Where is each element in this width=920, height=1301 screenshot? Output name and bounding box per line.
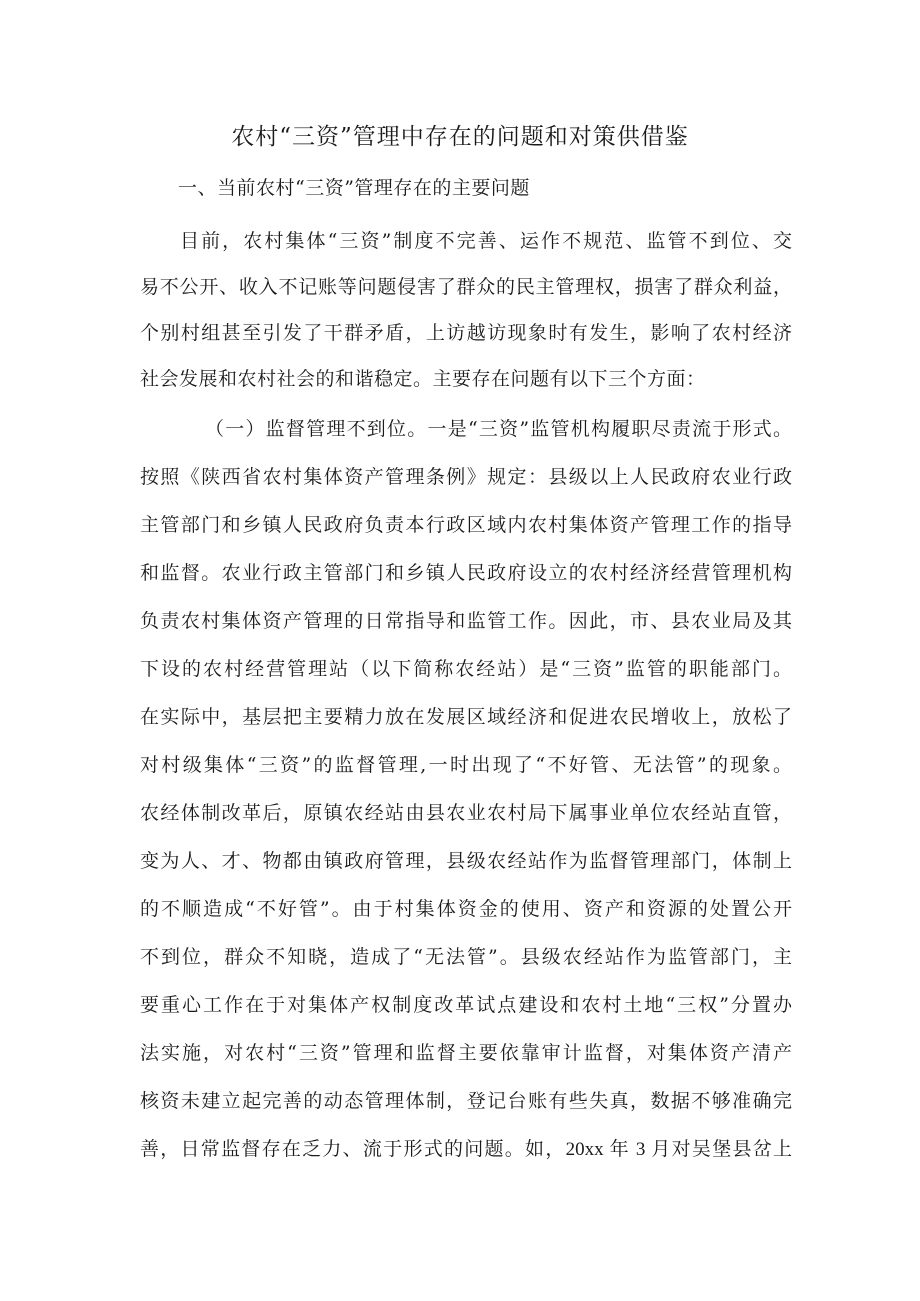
- paragraph-2-line: 不到位，群众不知晓，造成了“无法管”。县级农经站作为监管部门，主: [140, 946, 792, 968]
- paragraph-2-line: 变为人、才、物都由镇政府管理，县级农经站作为监督管理部门，体制上: [140, 850, 792, 872]
- paragraph-2-line: 对村级集体“三资”的监督管理,一时出现了“不好管、无法管”的现象。: [140, 754, 792, 776]
- paragraph-2-line: 农经体制改革后，原镇农经站由县农业农村局下属事业单位农经站直管，: [140, 802, 792, 824]
- paragraph-2-line: 法实施，对农村“三资”管理和监督主要依靠审计监督，对集体资产清产: [140, 1042, 792, 1064]
- paragraph-2-line: 在实际中，基层把主要精力放在发展区域经济和促进农民增收上，放松了: [140, 706, 792, 728]
- paragraph-2-line: 要重心工作在于对集体产权制度改革试点建设和农村土地“三权”分置办: [140, 994, 792, 1016]
- paragraph-2-line: 主管部门和乡镇人民政府负责本行政区域内农村集体资产管理工作的指导: [140, 514, 792, 536]
- paragraph-1-line: 社会发展和农村社会的和谐稳定。主要存在问题有以下三个方面：: [140, 368, 706, 390]
- document-title: 农村“三资”管理中存在的问题和对策供借鉴: [231, 124, 689, 150]
- paragraph-2-line: 按照《陕西省农村集体资产管理条例》规定：县级以上人民政府农业行政: [140, 466, 792, 488]
- paragraph-1-line: 目前，农村集体“三资”制度不完善、运作不规范、监管不到位、交: [180, 230, 792, 252]
- paragraph-2-line: 善，日常监督存在乏力、流于形式的问题。如，20xx 年 3 月对吴堡县岔上: [140, 1139, 792, 1160]
- paragraph-2-line: 负责农村集体资产管理的日常指导和监管工作。因此，市、县农业局及其: [140, 610, 792, 632]
- section-heading: 一、当前农村“三资”管理存在的主要问题: [178, 177, 530, 199]
- paragraph-2-line: （一）监督管理不到位。一是“三资”监管机构履职尽责流于形式。: [205, 418, 792, 440]
- paragraph-2-line: 下设的农村经营管理站（以下简称农经站）是“三资”监管的职能部门。: [140, 658, 792, 680]
- paragraph-2-line: 核资未建立起完善的动态管理体制，登记台账有些失真，数据不够准确完: [140, 1090, 792, 1112]
- paragraph-1-line: 易不公开、收入不记账等问题侵害了群众的民主管理权，损害了群众利益，: [140, 276, 792, 298]
- paragraph-2-line: 的不顺造成“不好管”。由于村集体资金的使用、资产和资源的处置公开: [140, 898, 792, 920]
- paragraph-1-line: 个别村组甚至引发了干群矛盾，上访越访现象时有发生，影响了农村经济: [140, 322, 792, 344]
- paragraph-2-line: 和监督。农业行政主管部门和乡镇人民政府设立的农村经济经营管理机构: [140, 562, 792, 584]
